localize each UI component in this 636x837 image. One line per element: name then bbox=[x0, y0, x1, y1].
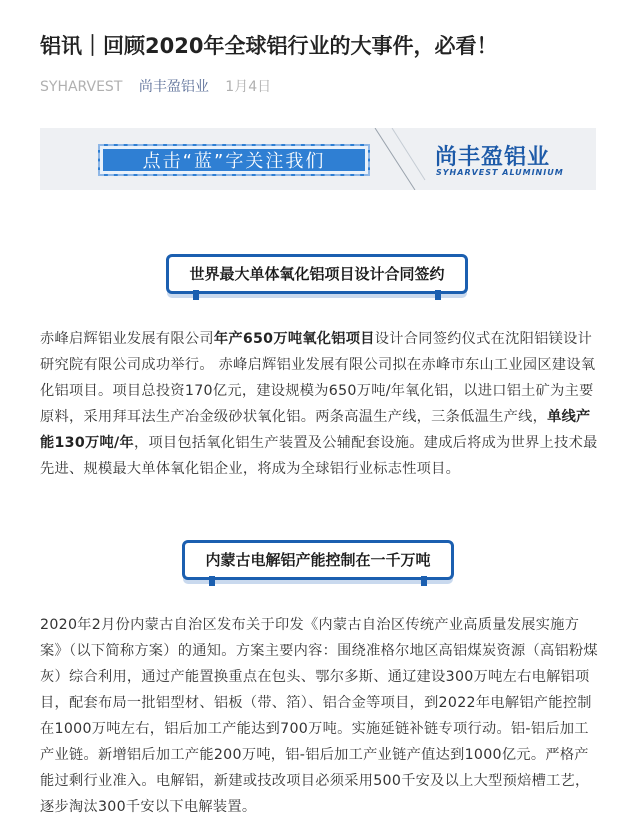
follow-banner[interactable] bbox=[40, 128, 596, 190]
section-title-1 bbox=[166, 254, 468, 294]
title-tab-right bbox=[421, 576, 427, 586]
banner-divider bbox=[370, 128, 430, 190]
section-2-paragraph: 2020年2月份内蒙古自治区发布关于印发《内蒙古自治区传统产业高质量发展实施方案》（以下简称方案）的通知。方案主要内容：围绕准格尔地区高铝煤炭资源（高铝粉煤灰）综合利用，通过产能置换重点在包头、鄂尔多斯、通辽建设300万吨左右电解铝项目，配套布局一批铝型材、铝板（带、箔）、铝合金等项目，到2022年电解铝产能控制在1000万吨左右，铝后加工产能达到700万吨。实施延链补链专项行动。铝-铝后加工产业链。新增铝后加工产能200万吨，铝-铝后加工产业链产值达到1000亿元。严格产能过剩行业准入。电解铝，新建或技改项目必须采用500千安及以上大型预焙槽工艺，逐步淘汰300千安以下电解装置。 bbox=[40, 617, 598, 815]
article-meta bbox=[40, 76, 283, 96]
brand-logo: 尚丰盈铝业 bbox=[435, 145, 551, 170]
title-tab-left bbox=[209, 576, 215, 586]
follow-us-button[interactable]: 点击“蓝”字关注我们 bbox=[98, 144, 370, 176]
section-title-2 bbox=[182, 540, 454, 580]
section-title-1-text: 世界最大单体氧化铝项目设计合同签约 bbox=[189, 265, 445, 283]
author-link[interactable]: 尚丰盈铝业 bbox=[138, 79, 209, 95]
source-label: SYHARVEST bbox=[40, 79, 123, 95]
section-1-paragraph: 赤峰启辉铝业发展有限公司年产650万吨氧化铝项目设计合同签约仪式在沈阳铝镁设计研究院有限公司成功举行。 赤峰启辉铝业发展有限公司拟在赤峰市东山工业园区建设氧化铝项目。项目总投资170亿元，建设规模为650万吨/年氧化铝，以进口铝土矿为主要原料，采用拜耳法生产冶金级砂状氧化铝。两条高温生产线，三条低温生产线，单线产能130万吨/年，项目包括氧化铝生产装置及公辅配套设施。建成后将成为世界上技术最先进、规模最大单体氧化铝企业，将成为全球铝行业标志性项目。 bbox=[40, 331, 598, 477]
publish-date: 1月4日 bbox=[225, 79, 272, 95]
brand-logo-en: SYHARVEST ALUMINIUM bbox=[436, 168, 564, 177]
title-tab-right bbox=[435, 290, 441, 300]
title-tab-left bbox=[193, 290, 199, 300]
article-title: 铝讯｜回顾2020年全球铝行业的大事件，必看！ bbox=[40, 34, 498, 58]
section-title-2-text: 内蒙古电解铝产能控制在一千万吨 bbox=[205, 551, 431, 569]
